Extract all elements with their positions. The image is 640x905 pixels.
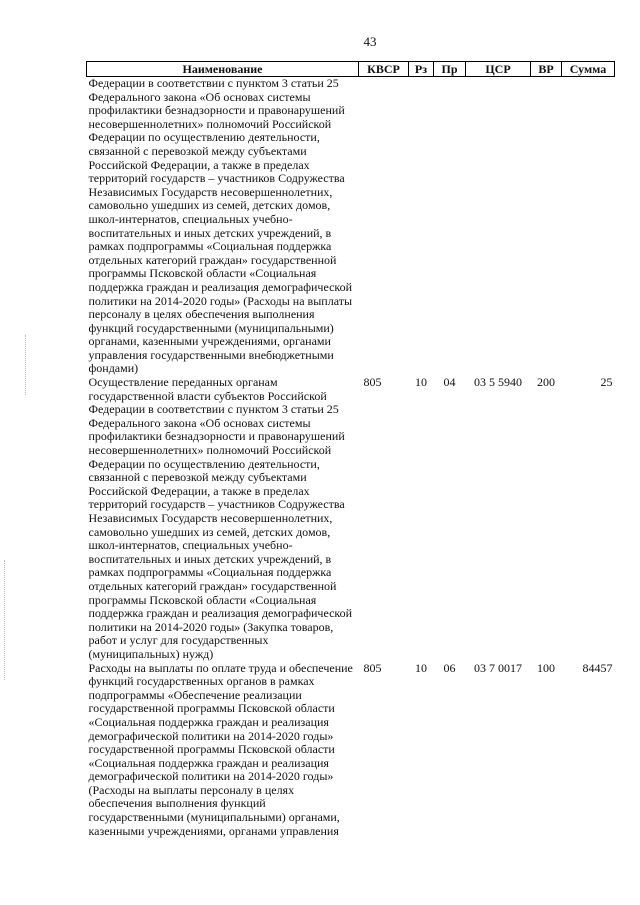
row-csr: 03 5 5940 bbox=[474, 375, 522, 390]
row-name: Осуществление переданных органам государственной власти субъектов Российской Федерации в соответствии с пунктом 3 статьи 25 Федерального закона «Об основах системы профилактики безнадзорности и правонарушений несовершеннолетних» полномочий Российской Федерации по осуществлению деятельности, связанной с перевозкой между субъектами Российской Федерации, а также в пределах территорий государств – участников Содружества Независимых Государств несовершеннолетних, самовольно ушедших из семей, детских домов, школ-интернатов, специальных учебно-воспитательных и иных детских учреждений, в рамках подпрограммы «Социальная поддержка отдельных категорий граждан» государственной программы Псковской области «Социальная поддержка граждан и реализация демографической политики на 2014-2020 годы» (Закупка товаров, работ и услуг для государственных (муниципальных) нужд) bbox=[88, 375, 353, 661]
budget-table bbox=[86, 61, 615, 838]
row-sum: 84457 bbox=[582, 660, 613, 675]
row-vr: 100 bbox=[537, 660, 555, 675]
row-sum: 25 bbox=[600, 375, 613, 390]
header-name: Наименование bbox=[87, 62, 359, 77]
scan-edge-line bbox=[25, 335, 26, 395]
row-kvsr: 805 bbox=[363, 660, 382, 675]
header-sum: Сумма bbox=[562, 62, 615, 77]
table-header-row bbox=[87, 62, 615, 77]
row-kvsr bbox=[359, 77, 409, 377]
row-pr: 06 bbox=[443, 660, 456, 675]
row-pr: 04 bbox=[443, 375, 456, 390]
row-vr: 200 bbox=[537, 375, 555, 390]
row-kvsr: 805 bbox=[363, 375, 382, 390]
row-csr bbox=[466, 77, 531, 377]
row-rz: 10 bbox=[415, 660, 427, 675]
row-sum bbox=[562, 77, 615, 377]
row-name: Расходы на выплаты по оплате труда и обеспечение функций государственных органов в рамках подпрограммы «Обеспечение реализации государственной программы Псковской области «Социальная поддержка граждан и реализация демографической политики на 2014-2020 годы» государственной программы Псковской области «Социальная поддержка граждан и реализация демографической политики на 2014-2020 годы» (Расходы на выплаты персоналу в целях обеспечения выполнения функций государственными (муниципальными) органами, казенными учреждениями, органами управления bbox=[88, 660, 353, 838]
row-rz bbox=[409, 77, 434, 377]
page-number: 43 bbox=[363, 34, 377, 49]
table-row bbox=[87, 376, 615, 661]
header-csr: ЦСР bbox=[466, 62, 531, 77]
row-rz: 10 bbox=[415, 375, 427, 390]
header-kvsr: КВСР bbox=[359, 62, 409, 77]
table-row bbox=[87, 662, 615, 839]
row-vr bbox=[531, 77, 562, 377]
row-csr: 03 7 0017 bbox=[474, 660, 522, 675]
header-rz: Рз bbox=[409, 62, 434, 77]
header-vr: ВР bbox=[531, 62, 562, 77]
table-row bbox=[87, 77, 615, 377]
scan-edge-line bbox=[4, 560, 5, 680]
row-name: Федерации в соответствии с пунктом 3 статьи 25 Федерального закона «Об основах системы профилактики безнадзорности и правонарушений несовершеннолетних» полномочий Российской Федерации по осуществлению деятельности, связанной с перевозкой между субъектами Российской Федерации, а также в пределах территорий государств – участников Содружества Независимых Государств несовершеннолетних, самовольно ушедших из семей, детских домов, школ-интернатов, специальных учебно-воспитательных и иных детских учреждений, в рамках подпрограммы «Социальная поддержка отдельных категорий граждан» государственной программы Псковской области «Социальная поддержка граждан и реализация демографической политики на 2014-2020 годы» (Расходы на выплаты персоналу в целях обеспечения выполнения функций государственными (муниципальными) органами, казенными учреждениями, органами управления государственными внебюджетными фондами) bbox=[88, 76, 353, 376]
row-pr bbox=[434, 77, 466, 377]
header-pr: Пр bbox=[434, 62, 466, 77]
